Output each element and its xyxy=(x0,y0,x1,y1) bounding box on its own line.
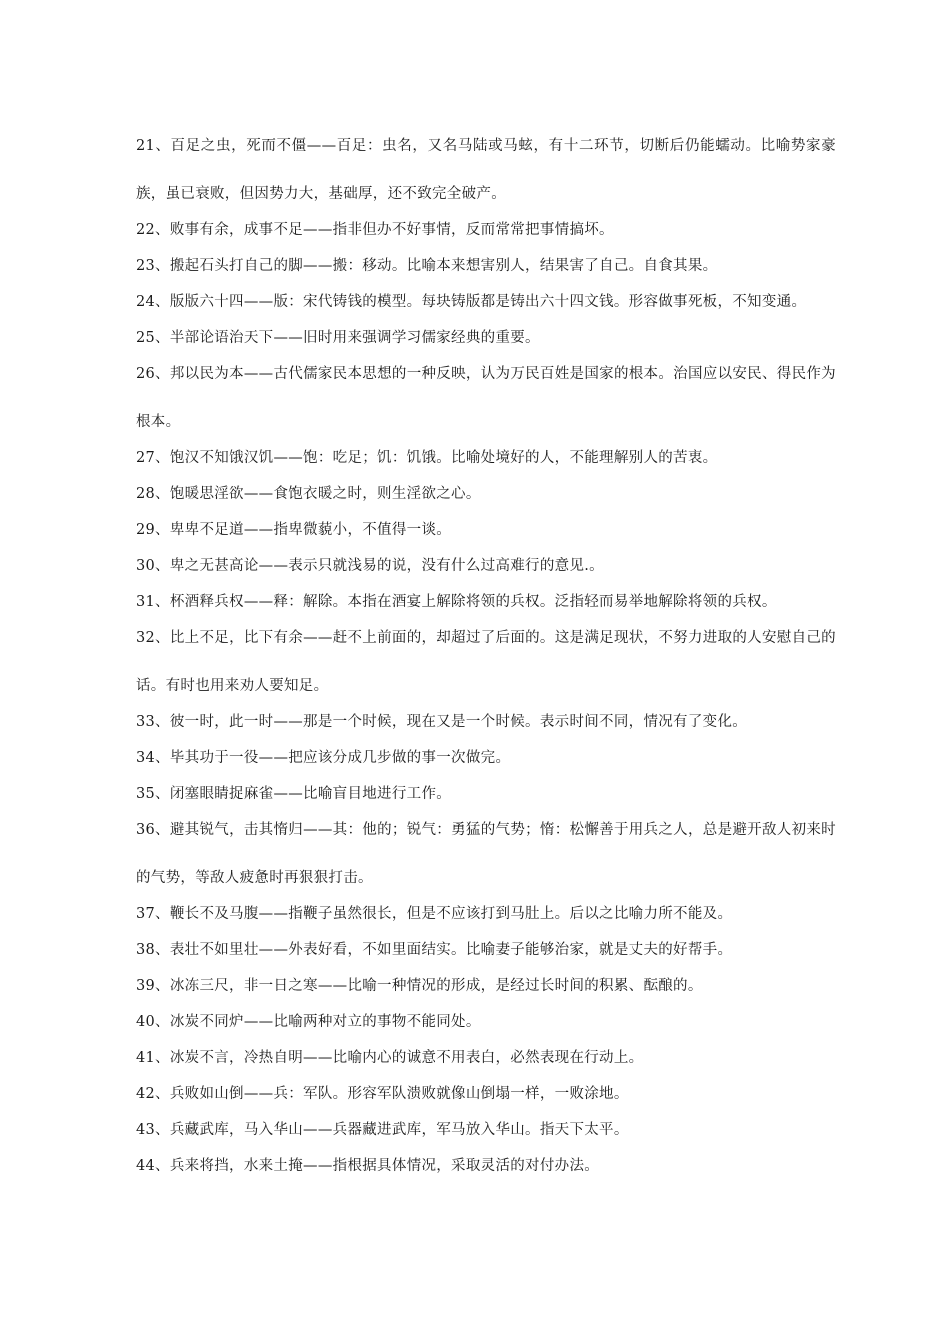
list-item: 38、表壮不如里壮——外表好看，不如里面结实。比喻妻子能够治家，就是丈夫的好帮手。 xyxy=(136,942,733,958)
list-item: 42、兵败如山倒——兵：军队。形容军队溃败就像山倒塌一样，一败涂地。 xyxy=(136,1086,629,1102)
list-item: 24、版版六十四——版：宋代铸钱的模型。每块铸版都是铸出六十四文钱。形容做事死板，不知变通。 xyxy=(136,294,807,310)
idiom-list xyxy=(136,122,836,1193)
list-item: 33、彼一时，此一时——那是一个时候，现在又是一个时候。表示时间不同，情况有了变化。 xyxy=(136,714,748,730)
list-item: 21、百足之虫，死而不僵——百足：虫名，又名马陆或马蚿，有十二环节，切断后仍能蠕动。比喻势家豪族，虽已衰败，但因势力大，基础厚，还不致完全破产。 xyxy=(136,138,836,202)
list-item: 25、半部论语治天下——旧时用来强调学习儒家经典的重要。 xyxy=(136,330,540,346)
list-item: 43、兵藏武库，马入华山——兵器藏进武库，军马放入华山。指天下太平。 xyxy=(136,1122,629,1138)
list-item: 32、比上不足，比下有余——赶不上前面的，却超过了后面的。这是满足现状，不努力进取的人安慰自己的话。有时也用来劝人要知足。 xyxy=(136,630,836,694)
list-item: 35、闭塞眼睛捉麻雀——比喻盲目地进行工作。 xyxy=(136,786,452,802)
list-item: 36、避其锐气，击其惰归——其：他的；锐气：勇猛的气势；惰：松懈善于用兵之人，总是避开敌人初来时的气势，等敌人疲惫时再狠狠打击。 xyxy=(136,822,836,886)
list-item: 34、毕其功于一役——把应该分成几步做的事一次做完。 xyxy=(136,750,511,766)
list-item: 29、卑卑不足道——指卑微藐小，不值得一谈。 xyxy=(136,522,452,538)
list-item: 30、卑之无甚高论——表示只就浅易的说，没有什么过高难行的意见.。 xyxy=(136,558,604,574)
list-item: 23、搬起石头打自己的脚——搬：移动。比喻本来想害别人，结果害了自己。自食其果。 xyxy=(136,258,718,274)
list-item: 28、饱暖思淫欲——食饱衣暖之时，则生淫欲之心。 xyxy=(136,486,481,502)
list-item: 37、鞭长不及马腹——指鞭子虽然很长，但是不应该打到马肚上。后以之比喻力所不能及。 xyxy=(136,906,733,922)
list-item: 22、败事有余，成事不足——指非但办不好事情，反而常常把事情搞坏。 xyxy=(136,222,614,238)
list-item: 26、邦以民为本——古代儒家民本思想的一种反映，认为万民百姓是国家的根本。治国应以安民、得民作为根本。 xyxy=(136,366,836,430)
list-item: 41、冰炭不言，冷热自明——比喻内心的诚意不用表白，必然表现在行动上。 xyxy=(136,1050,644,1066)
list-item: 27、饱汉不知饿汉饥——饱：吃足；饥：饥饿。比喻处境好的人，不能理解别人的苦衷。 xyxy=(136,450,718,466)
list-item: 31、杯酒释兵权——释：解除。本指在酒宴上解除将领的兵权。泛指轻而易举地解除将领的兵权。 xyxy=(136,594,777,610)
list-item: 39、冰冻三尺，非一日之寒——比喻一种情况的形成，是经过长时间的积累、酝酿的。 xyxy=(136,978,703,994)
list-item: 44、兵来将挡，水来土掩——指根据具体情况，采取灵活的对付办法。 xyxy=(136,1158,600,1174)
list-item: 40、冰炭不同炉——比喻两种对立的事物不能同处。 xyxy=(136,1014,481,1030)
